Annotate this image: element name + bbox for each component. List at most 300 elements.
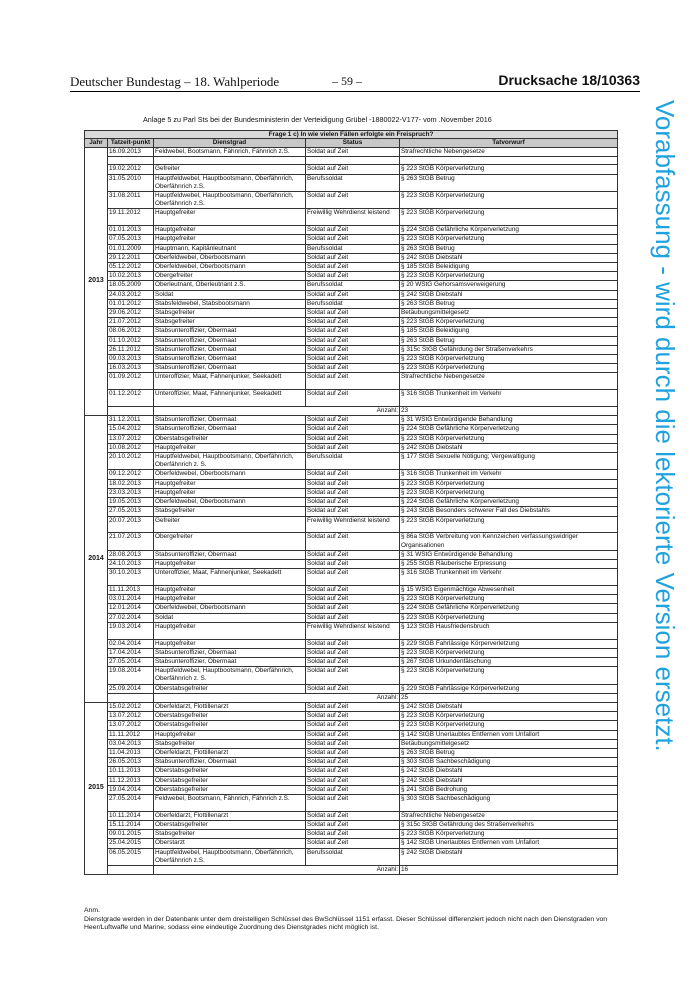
table-row xyxy=(85,657,618,666)
offense-cell: § 242 StGB Diebstahl xyxy=(400,776,618,785)
table-row xyxy=(85,559,618,568)
rank-cell: Hauptgefreiter xyxy=(154,595,306,604)
status-cell: Soldat auf Zeit xyxy=(306,657,400,666)
page-header xyxy=(70,72,640,92)
rank-cell: Hauptfeldwebel, Hauptbootsmann, Oberfähnrich, Oberfähnrich z.S. xyxy=(154,174,306,191)
status-cell: Soldat auf Zeit xyxy=(306,712,400,721)
rank-cell: Oberfeldwebel, Oberbootsmann xyxy=(154,470,306,479)
status-cell: Soldat auf Zeit xyxy=(306,355,400,364)
rank-cell: Hauptfeldwebel, Hauptbootsmann, Oberfähnrich, Oberfähnrich z.S. xyxy=(154,192,306,209)
rank-cell: Stabsunteroffizier, Obermaat xyxy=(154,364,306,373)
offense-cell: § 223 StGB Körperverletzung xyxy=(400,355,618,364)
rank-cell: Unteroffizier, Maat, Fahnenjunker, Seekadett xyxy=(154,569,306,586)
total-row xyxy=(85,865,618,874)
total-row xyxy=(85,693,618,702)
offense-cell: § 185 StGB Beleidigung xyxy=(400,263,618,272)
offense-cell: § 223 StGB Körperverletzung xyxy=(400,192,618,209)
table-row xyxy=(85,830,618,839)
status-cell: Soldat auf Zeit xyxy=(306,425,400,434)
rank-cell: Stabsunteroffizier, Obermaat xyxy=(154,336,306,345)
total-value: 23 xyxy=(400,407,618,416)
status-cell: Soldat auf Zeit xyxy=(306,165,400,174)
offense-cell: § 142 StGB Unerlaubtes Entfernen vom Unfallort xyxy=(400,730,618,739)
rank-cell: Hauptgefreiter xyxy=(154,488,306,497)
status-cell: Soldat auf Zeit xyxy=(306,811,400,820)
document-number-label: Drucksache 18/ xyxy=(498,72,602,88)
rank-cell: Stabsunteroffizier, Obermaat xyxy=(154,327,306,336)
status-cell: Soldat auf Zeit xyxy=(306,648,400,657)
header-rule xyxy=(70,91,640,92)
status-cell: Freiwillig Wehrdienst leistend xyxy=(306,622,400,639)
offense-cell: Betäubungsmittelgesetz xyxy=(400,309,618,318)
offense-cell: § 223 StGB Körperverletzung xyxy=(400,613,618,622)
status-cell: Berufssoldat xyxy=(306,453,400,470)
table-row xyxy=(85,712,618,721)
offense-cell: § 263 StGB Betrug xyxy=(400,299,618,308)
table-row xyxy=(85,174,618,191)
date-cell: 31.05.2010 xyxy=(108,174,154,191)
table-row xyxy=(85,507,618,516)
rank-cell: Hauptgefreiter xyxy=(154,585,306,594)
rank-cell: Obergefreiter xyxy=(154,272,306,281)
table-row xyxy=(85,811,618,820)
rank-cell: Hauptmann, Kapitänleutnant xyxy=(154,244,306,253)
date-cell: 11.04.2013 xyxy=(108,748,154,757)
status-cell: Soldat auf Zeit xyxy=(306,748,400,757)
status-cell: Soldat auf Zeit xyxy=(306,613,400,622)
question-header: Frage 1 c) In wie vielen Fällen erfolgte ein Freispruch? xyxy=(85,131,618,139)
rank-cell: Stabsgefreiter xyxy=(154,830,306,839)
rank-cell: Stabsunteroffizier, Obermaat xyxy=(154,657,306,666)
table-row xyxy=(85,318,618,327)
table-row xyxy=(85,820,618,829)
rank-cell: Feldwebel, Bootsmann, Fähnrich, Fähnrich z.S. xyxy=(154,794,306,811)
rank-cell: Hauptgefreiter xyxy=(154,730,306,739)
table-row xyxy=(85,721,618,730)
date-cell: 25.09.2014 xyxy=(108,684,154,693)
date-cell: 18.02.2013 xyxy=(108,479,154,488)
date-cell: 31.12.2011 xyxy=(108,416,154,425)
date-cell: 09.12.2012 xyxy=(108,470,154,479)
date-cell: 10.11.2013 xyxy=(108,767,154,776)
column-header-year: Jahr xyxy=(85,139,108,147)
rank-cell: Gefreiter xyxy=(154,165,306,174)
date-cell: 01.01.2009 xyxy=(108,244,154,253)
rank-cell: Hauptgefreiter xyxy=(154,622,306,639)
rank-cell: Stabsunteroffizier, Obermaat xyxy=(154,345,306,354)
status-cell: Soldat auf Zeit xyxy=(306,479,400,488)
rank-cell: Hauptgefreiter xyxy=(154,209,306,226)
date-cell: 26.11.2012 xyxy=(108,345,154,354)
status-cell: Soldat auf Zeit xyxy=(306,721,400,730)
rank-cell: Oberstabsgefreiter xyxy=(154,712,306,721)
status-cell: Soldat auf Zeit xyxy=(306,253,400,262)
rank-cell: Oberstabsgefreiter xyxy=(154,434,306,443)
date-cell: 10.08.2012 xyxy=(108,443,154,452)
status-cell: Soldat auf Zeit xyxy=(306,533,400,550)
date-cell: 16.09.2013 xyxy=(108,147,154,156)
table-body xyxy=(85,147,618,874)
offense-cell: § 315c StGB Gefährdung des Straßenverkehrs xyxy=(400,820,618,829)
offense-cell: § 223 StGB Körperverletzung xyxy=(400,648,618,657)
date-cell: 19.05.2013 xyxy=(108,498,154,507)
date-cell: 20.10.2012 xyxy=(108,453,154,470)
rank-cell: Oberstabsgefreiter xyxy=(154,767,306,776)
table-row xyxy=(85,165,618,174)
year-cell: 2014 xyxy=(85,416,108,703)
table-row xyxy=(85,226,618,235)
total-spacer xyxy=(108,407,154,416)
table-row xyxy=(85,425,618,434)
date-cell: 24.10.2013 xyxy=(108,559,154,568)
table-row xyxy=(85,470,618,479)
status-cell: Soldat auf Zeit xyxy=(306,739,400,748)
date-cell: 05.12.2012 xyxy=(108,263,154,272)
offense-cell: § 229 StGB Fahrlässige Körperverletzung xyxy=(400,684,618,693)
offense-cell: § 224 StGB Gefährliche Körperverletzung xyxy=(400,226,618,235)
date-cell: 16.03.2013 xyxy=(108,364,154,373)
column-header-offense: Tatvorwurf xyxy=(400,139,618,147)
status-cell: Soldat auf Zeit xyxy=(306,830,400,839)
status-cell: Soldat auf Zeit xyxy=(306,226,400,235)
offense-cell: § 303 StGB Sachbeschädigung xyxy=(400,794,618,811)
year-cell: 2013 xyxy=(85,147,108,415)
table-row xyxy=(85,748,618,757)
rank-cell: Oberstarzt xyxy=(154,839,306,848)
rank-cell: Gefreiter xyxy=(154,516,306,533)
offense-cell: § 223 StGB Körperverletzung xyxy=(400,235,618,244)
status-cell: Soldat auf Zeit xyxy=(306,776,400,785)
date-cell: 10.02.2013 xyxy=(108,272,154,281)
date-cell: 21.07.2013 xyxy=(108,533,154,550)
table-row xyxy=(85,533,618,550)
rank-cell: Hauptgefreiter xyxy=(154,639,306,648)
table-row xyxy=(85,516,618,533)
date-cell: 30.10.2013 xyxy=(108,569,154,586)
rank-cell: Hauptfeldwebel, Hauptbootsmann, Oberfähnrich, Oberfähnrich z. S. xyxy=(154,453,306,470)
date-cell: 15.02.2012 xyxy=(108,702,154,711)
footnote xyxy=(84,907,624,933)
offense-cell: § 15 WStG Eigenmächtige Abwesenheit xyxy=(400,585,618,594)
table-row xyxy=(85,336,618,345)
date-cell: 25.04.2015 xyxy=(108,839,154,848)
rank-cell: Stabsunteroffizier, Obermaat xyxy=(154,758,306,767)
status-cell: Soldat auf Zeit xyxy=(306,839,400,848)
status-cell: Soldat auf Zeit xyxy=(306,488,400,497)
rank-cell: Hauptgefreiter xyxy=(154,443,306,452)
status-cell: Berufssoldat xyxy=(306,299,400,308)
offense-cell: § 223 StGB Körperverletzung xyxy=(400,318,618,327)
table-row xyxy=(85,192,618,209)
offense-cell: § 229 StGB Fahrlässige Körperverletzung xyxy=(400,639,618,648)
offense-cell: § 224 StGB Gefährliche Körperverletzung xyxy=(400,604,618,613)
date-cell: 07.05.2013 xyxy=(108,235,154,244)
status-cell: Soldat auf Zeit xyxy=(306,604,400,613)
status-cell: Soldat auf Zeit xyxy=(306,758,400,767)
offense-cell: § 223 StGB Körperverletzung xyxy=(400,830,618,839)
rank-cell: Stabsgefreiter xyxy=(154,318,306,327)
acquittal-table xyxy=(84,130,618,875)
date-cell xyxy=(108,157,154,165)
offense-cell: § 223 StGB Körperverletzung xyxy=(400,516,618,533)
table-row xyxy=(85,648,618,657)
date-cell: 02.04.2014 xyxy=(108,639,154,648)
status-cell: Soldat auf Zeit xyxy=(306,443,400,452)
offense-cell: § 263 StGB Betrug xyxy=(400,244,618,253)
rank-cell: Stabsunteroffizier, Obermaat xyxy=(154,648,306,657)
status-cell: Freiwillig Wehrdienst leistend xyxy=(306,209,400,226)
offense-cell: Strafrechtliche Nebengesetze xyxy=(400,811,618,820)
status-cell: Soldat auf Zeit xyxy=(306,336,400,345)
table-row xyxy=(85,355,618,364)
rank-cell: Stabsgefreiter xyxy=(154,507,306,516)
date-cell: 01.09.2012 xyxy=(108,373,154,390)
status-cell: Freiwillig Wehrdienst leistend xyxy=(306,516,400,533)
date-cell: 19.04.2014 xyxy=(108,785,154,794)
status-cell: Soldat auf Zeit xyxy=(306,390,400,407)
table-row xyxy=(85,702,618,711)
offense-cell: § 263 StGB Betrug xyxy=(400,748,618,757)
footnote-text: Dienstgrade werden in der Datenbank unter dem dreistelligen Schlüssel des BwSchlüssel 1151 erfasst. Dieser Schlüssel differenziert jedoch nicht nach den Dienstgraden von Heer/Luftwaffe und Marine, sodass eine eindeutige Zuordnung des Dienstgrades nicht möglich ist. xyxy=(84,915,608,932)
status-cell xyxy=(306,157,400,165)
offense-cell: § 263 StGB Betrug xyxy=(400,336,618,345)
table-row xyxy=(85,639,618,648)
offense-cell: § 223 StGB Körperverletzung xyxy=(400,272,618,281)
date-cell: 11.12.2013 xyxy=(108,776,154,785)
total-label: Anzahl: xyxy=(154,865,400,874)
offense-cell: § 223 StGB Körperverletzung xyxy=(400,667,618,684)
table-row xyxy=(85,373,618,390)
table-row xyxy=(85,667,618,684)
watermark-text: Vorabfassung - wird durch die lektorierte Version ersetzt. xyxy=(650,100,680,752)
table-row xyxy=(85,443,618,452)
offense-cell: § 263 StGB Betrug xyxy=(400,174,618,191)
table-row xyxy=(85,235,618,244)
date-cell: 29.06.2012 xyxy=(108,309,154,318)
status-cell: Soldat auf Zeit xyxy=(306,192,400,209)
status-cell: Soldat auf Zeit xyxy=(306,667,400,684)
date-cell: 06.05.2015 xyxy=(108,848,154,865)
table-row xyxy=(85,839,618,848)
date-cell: 26.05.2013 xyxy=(108,758,154,767)
table-row xyxy=(85,488,618,497)
table-row xyxy=(85,390,618,407)
table-row xyxy=(85,622,618,639)
offense-cell: § 267 StGB Urkundenfälschung xyxy=(400,657,618,666)
rank-cell: Stabsunteroffizier, Obermaat xyxy=(154,355,306,364)
offense-cell: § 242 StGB Diebstahl xyxy=(400,702,618,711)
offense-cell: § 223 StGB Körperverletzung xyxy=(400,209,618,226)
table-row xyxy=(85,290,618,299)
date-cell: 03.01.2014 xyxy=(108,595,154,604)
date-cell: 19.02.2012 xyxy=(108,165,154,174)
date-cell: 27.02.2014 xyxy=(108,613,154,622)
date-cell: 11.11.2012 xyxy=(108,730,154,739)
status-cell: Soldat auf Zeit xyxy=(306,702,400,711)
table-row xyxy=(85,585,618,594)
preliminary-version-watermark xyxy=(640,95,700,995)
status-cell: Berufssoldat xyxy=(306,174,400,191)
rank-cell: Oberstabsgefreiter xyxy=(154,820,306,829)
rank-cell: Oberfeldwebel, Oberbootsmann xyxy=(154,253,306,262)
total-row xyxy=(85,407,618,416)
table-row xyxy=(85,739,618,748)
status-cell: Soldat auf Zeit xyxy=(306,364,400,373)
table-row xyxy=(85,758,618,767)
table-row xyxy=(85,147,618,156)
rank-cell: Oberleutnant, Oberleutnant z.S. xyxy=(154,281,306,290)
date-cell: 21.07.2012 xyxy=(108,318,154,327)
table-row xyxy=(85,434,618,443)
status-cell: Soldat auf Zeit xyxy=(306,373,400,390)
date-cell: 17.04.2014 xyxy=(108,648,154,657)
rank-cell: Oberfeldwebel, Oberbootsmann xyxy=(154,498,306,507)
offense-cell: § 223 StGB Körperverletzung xyxy=(400,595,618,604)
status-cell: Berufssoldat xyxy=(306,848,400,865)
rank-cell: Oberstabsgefreiter xyxy=(154,721,306,730)
status-cell: Soldat auf Zeit xyxy=(306,730,400,739)
table-row xyxy=(85,263,618,272)
document-number xyxy=(498,72,640,88)
date-cell: 19.03.2014 xyxy=(108,622,154,639)
date-cell: 19.11.2012 xyxy=(108,209,154,226)
offense-cell: § 241 StGB Bedrohung xyxy=(400,785,618,794)
date-cell: 08.06.2012 xyxy=(108,327,154,336)
date-cell: 03.04.2013 xyxy=(108,739,154,748)
status-cell: Soldat auf Zeit xyxy=(306,684,400,693)
offense-cell: § 177 StGB Sexuelle Nötigung; Vergewaltigung xyxy=(400,453,618,470)
footnote-title: Anm. xyxy=(84,907,100,914)
date-cell: 01.10.2012 xyxy=(108,336,154,345)
status-cell: Soldat auf Zeit xyxy=(306,263,400,272)
table-row xyxy=(85,595,618,604)
status-cell: Soldat auf Zeit xyxy=(306,327,400,336)
offense-cell: § 242 StGB Diebstahl xyxy=(400,443,618,452)
offense-cell: § 31 WStG Entwürdigende Behandlung xyxy=(400,550,618,559)
date-cell: 28.08.2013 xyxy=(108,550,154,559)
table-row xyxy=(85,244,618,253)
status-cell: Soldat auf Zeit xyxy=(306,767,400,776)
status-cell: Soldat auf Zeit xyxy=(306,416,400,425)
offense-cell: Strafrechtliche Nebengesetze xyxy=(400,373,618,390)
status-cell: Soldat auf Zeit xyxy=(306,820,400,829)
rank-cell: Hauptgefreiter xyxy=(154,559,306,568)
rank-cell: Oberfeldarzt, Flottillenarzt xyxy=(154,702,306,711)
attachment-caption: Anlage 5 zu Parl Sts bei der Bundesministerin der Verteidigung Grübel -1880022-V177- vom .November 2016 xyxy=(143,115,492,124)
offense-cell: § 20 WStG Gehorsamsverweigerung xyxy=(400,281,618,290)
offense-cell: § 142 StGB Unerlaubtes Entfernen vom Unfallort xyxy=(400,839,618,848)
rank-cell: Stabsunteroffizier, Obermaat xyxy=(154,416,306,425)
offense-cell: § 316 StGB Trunkenheit im Verkehr xyxy=(400,390,618,407)
status-cell: Soldat auf Zeit xyxy=(306,569,400,586)
rank-cell xyxy=(154,157,306,165)
total-value: 25 xyxy=(400,693,618,702)
table-row xyxy=(85,479,618,488)
status-cell: Soldat auf Zeit xyxy=(306,147,400,156)
date-cell: 27.05.2013 xyxy=(108,507,154,516)
status-cell: Soldat auf Zeit xyxy=(306,470,400,479)
offense-cell: § 223 StGB Körperverletzung xyxy=(400,712,618,721)
date-cell: 27.05.2014 xyxy=(108,657,154,666)
total-label: Anzahl: xyxy=(154,407,400,416)
table-row xyxy=(85,157,618,165)
status-cell: Soldat auf Zeit xyxy=(306,345,400,354)
offense-cell: § 315c StGB Gefährdung der Straßenverkehrs xyxy=(400,345,618,354)
offense-cell: § 316 StGB Trunkenheit im Verkehr xyxy=(400,569,618,586)
offense-cell: § 223 StGB Körperverletzung xyxy=(400,721,618,730)
table-row xyxy=(85,209,618,226)
status-cell: Berufssoldat xyxy=(306,281,400,290)
offense-cell: § 123 StGB Hausfriedensbruch xyxy=(400,622,618,639)
table-row xyxy=(85,253,618,262)
status-cell: Soldat auf Zeit xyxy=(306,434,400,443)
status-cell: Soldat auf Zeit xyxy=(306,559,400,568)
rank-cell: Oberfeldwebel, Oberbootsmann xyxy=(154,604,306,613)
table-row xyxy=(85,848,618,865)
offense-cell xyxy=(400,157,618,165)
rank-cell: Soldat xyxy=(154,613,306,622)
rank-cell: Oberfeldwebel, Oberbootsmann xyxy=(154,263,306,272)
date-cell: 01.01.2012 xyxy=(108,299,154,308)
date-cell: 13.07.2012 xyxy=(108,721,154,730)
status-cell: Soldat auf Zeit xyxy=(306,785,400,794)
status-cell: Soldat auf Zeit xyxy=(306,595,400,604)
rank-cell: Unteroffizier, Maat, Fahnenjunker, Seekadett xyxy=(154,373,306,390)
date-cell: 24.03.2012 xyxy=(108,290,154,299)
status-cell: Soldat auf Zeit xyxy=(306,585,400,594)
date-cell: 23.03.2013 xyxy=(108,488,154,497)
table-row xyxy=(85,794,618,811)
offense-cell: § 243 StGB Besonders schwerer Fall des Diebstahls xyxy=(400,507,618,516)
rank-cell: Obergefreiter xyxy=(154,533,306,550)
table-row xyxy=(85,550,618,559)
rank-cell: Hauptfeldwebel, Hauptbootsmann, Oberfähnrich, Oberfähnrich z.S. xyxy=(154,848,306,865)
date-cell: 09.03.2013 xyxy=(108,355,154,364)
date-cell: 01.01.2013 xyxy=(108,226,154,235)
offense-cell: Betäubungsmittelgesetz xyxy=(400,739,618,748)
date-cell: 31.08.2011 xyxy=(108,192,154,209)
status-cell: Soldat auf Zeit xyxy=(306,498,400,507)
offense-cell: § 303 StGB Sachbeschädigung xyxy=(400,758,618,767)
table-row xyxy=(85,299,618,308)
rank-cell: Hauptgefreiter xyxy=(154,235,306,244)
date-cell: 12.01.2014 xyxy=(108,604,154,613)
date-cell: 18.05.2009 xyxy=(108,281,154,290)
date-cell: 20.07.2013 xyxy=(108,516,154,533)
rank-cell: Unteroffizier, Maat, Fahnenjunker, Seekadett xyxy=(154,390,306,407)
status-cell: Berufssoldat xyxy=(306,244,400,253)
rank-cell: Oberstabsgefreiter xyxy=(154,785,306,794)
rank-cell: Oberstabsgefreiter xyxy=(154,776,306,785)
status-cell: Soldat auf Zeit xyxy=(306,639,400,648)
date-cell: 09.01.2015 xyxy=(108,830,154,839)
table-row xyxy=(85,364,618,373)
offense-cell: § 31 WStG Entwürdigende Behandlung xyxy=(400,416,618,425)
status-cell: Soldat auf Zeit xyxy=(306,507,400,516)
offense-cell: § 224 StGB Gefährliche Körperverletzung xyxy=(400,498,618,507)
status-cell: Soldat auf Zeit xyxy=(306,290,400,299)
page-number: – 59 – xyxy=(332,74,362,88)
total-spacer xyxy=(108,693,154,702)
date-cell: 19.08.2014 xyxy=(108,667,154,684)
publication-title: Deutscher Bundestag – 18. Wahlperiode xyxy=(70,74,280,89)
table-row xyxy=(85,767,618,776)
offense-cell: § 242 StGB Diebstahl xyxy=(400,253,618,262)
table-row xyxy=(85,309,618,318)
rank-cell: Hauptgefreiter xyxy=(154,226,306,235)
date-cell: 10.11.2014 xyxy=(108,811,154,820)
status-cell: Soldat auf Zeit xyxy=(306,550,400,559)
